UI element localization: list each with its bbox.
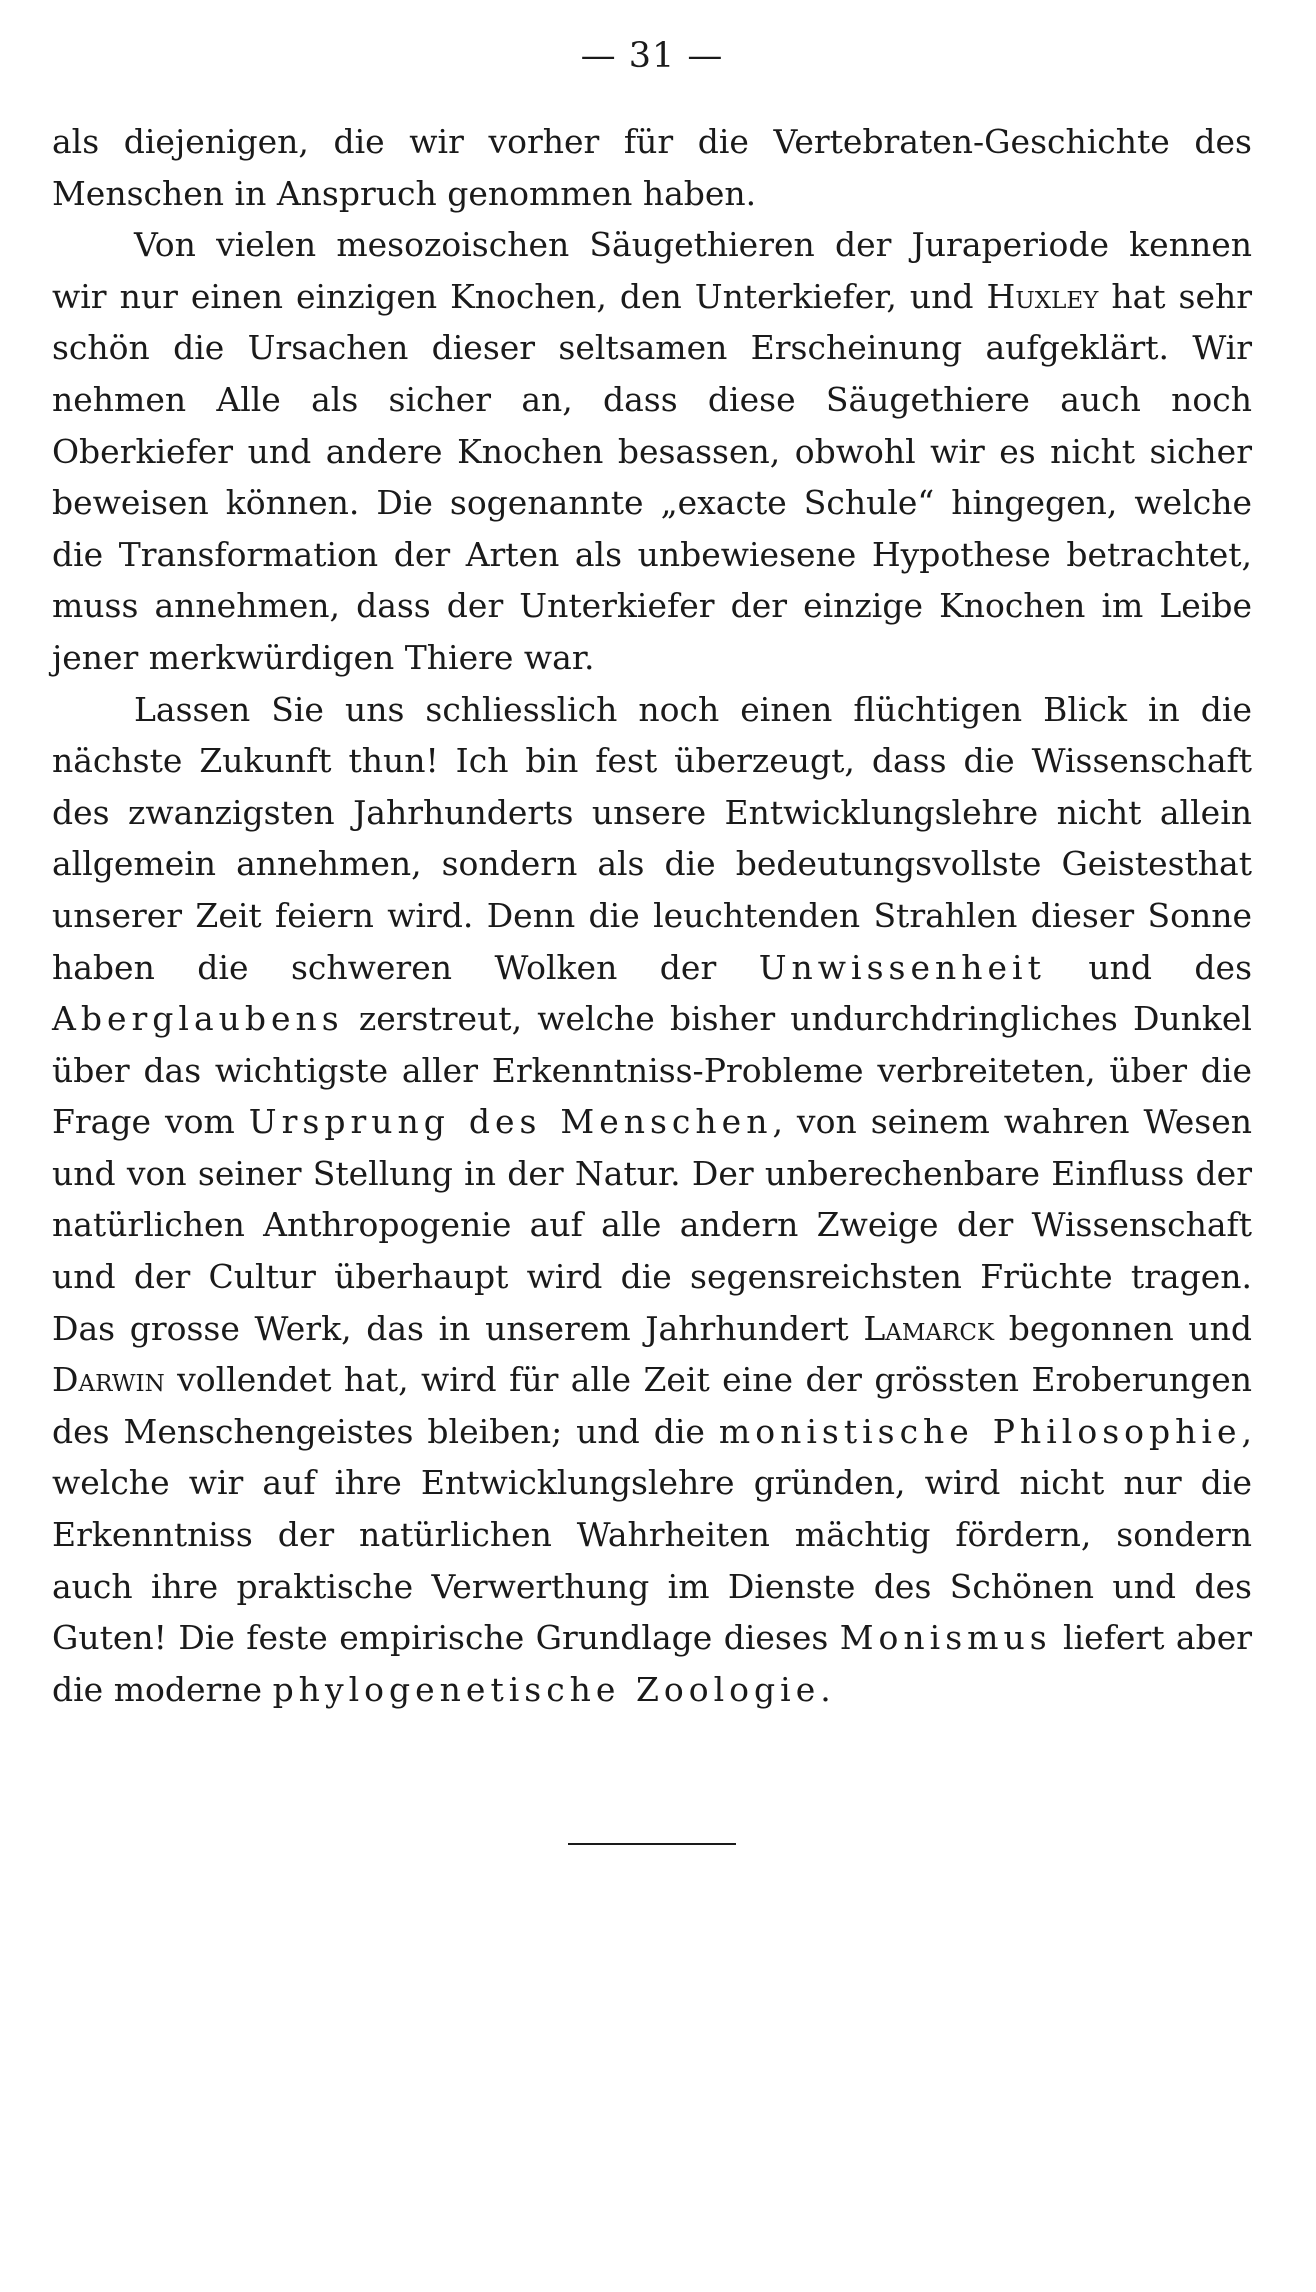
- text-run: begonnen und: [994, 1308, 1253, 1348]
- emphasis-spaced: phylogenetische Zoologie: [272, 1669, 821, 1709]
- text-run: , welche wir auf ihre Entwicklungslehre gründen, wird nicht nur die Erkenntniss der natürlichen Wahrheiten mächtig fördern, sondern auch ihre praktische Verwerthung im Dienste des Schönen und des Guten! Die feste empirische Grundlage dieses: [52, 1411, 1252, 1658]
- author-name-lamarck: Lamarck: [863, 1308, 995, 1348]
- text-run: zerstreut, welche bisher undurchdringliches Dunkel über das wichtigste aller Erkenntniss-Probleme verbreiteten, über die Frage vom: [52, 999, 1252, 1142]
- emphasis-spaced: monistische Philosophie: [718, 1411, 1242, 1451]
- paragraph-continuation: [52, 116, 1252, 219]
- text-run: hat sehr schön die Ursachen dieser seltsamen Erscheinung aufgeklärt. Wir nehmen Alle als sicher an, dass diese Säugethiere auch noch Oberkiefer und andere Knochen besassen, obwohl wir es nicht sicher beweisen können. Die sogenannte „exacte Schule“ hingegen, welche die Transformation der Arten als unbewiesene Hypothese betrachtet, muss annehmen, dass der Unterkiefer der einzige Knochen im Leibe jener merkwürdigen Thiere war.: [52, 276, 1252, 677]
- paragraph-mesozoic-mammals: [52, 219, 1252, 683]
- emphasis-spaced: Monismus: [839, 1618, 1052, 1658]
- document-page: [52, 30, 1252, 1845]
- end-rule: [568, 1843, 736, 1845]
- text-run: Lassen Sie uns schliesslich noch einen flüchtigen Blick in die nächste Zukunft thun! Ich bin fest überzeugt, dass die Wissenschaft des zwanzigsten Jahrhunderts unsere Entwicklungslehre nicht allein allgemein annehmen, sondern als die bedeutungsvollste Geistesthat unserer Zeit feiern wird. Denn die leuchtenden Strahlen dieser Sonne haben die schweren Wolken der: [52, 689, 1252, 987]
- text-run: Von vielen mesozoischen Säugethieren der Juraperiode kennen wir nur einen einzigen Knochen, den Unterkiefer, und: [52, 225, 1252, 316]
- text-run: , von seinem wahren Wesen und von seiner Stellung in der Natur. Der unberechenbare Einfluss der natürlichen Anthropogenie auf alle andern Zweige der Wissenschaft und der Cultur überhaupt wird die segensreichsten Früchte tragen. Das grosse Werk, das in unserem Jahrhundert: [52, 1102, 1252, 1348]
- emphasis-spaced: Ursprung des Menschen: [248, 1102, 773, 1142]
- text-run: .: [820, 1669, 831, 1709]
- author-name-huxley: Huxley: [986, 276, 1099, 316]
- text-run: vollendet hat, wird für alle Zeit eine der grössten Eroberungen des Menschengeistes bleiben; und die: [52, 1360, 1252, 1451]
- author-name-darwin: Darwin: [52, 1360, 165, 1400]
- text-run: liefert aber die moderne: [52, 1618, 1253, 1709]
- emphasis-spaced: Unwissenheit: [758, 947, 1046, 987]
- text-run: als diejenigen, die wir vorher für die Vertebraten-Geschichte des Menschen in Anspruch genommen haben.: [52, 122, 1252, 213]
- body-text: [52, 116, 1252, 1715]
- emphasis-spaced: Aberglaubens: [52, 999, 344, 1039]
- page-number: — 31 —: [580, 36, 724, 76]
- paragraph-future-outlook: [52, 684, 1252, 1716]
- text-run: und des: [1045, 947, 1253, 987]
